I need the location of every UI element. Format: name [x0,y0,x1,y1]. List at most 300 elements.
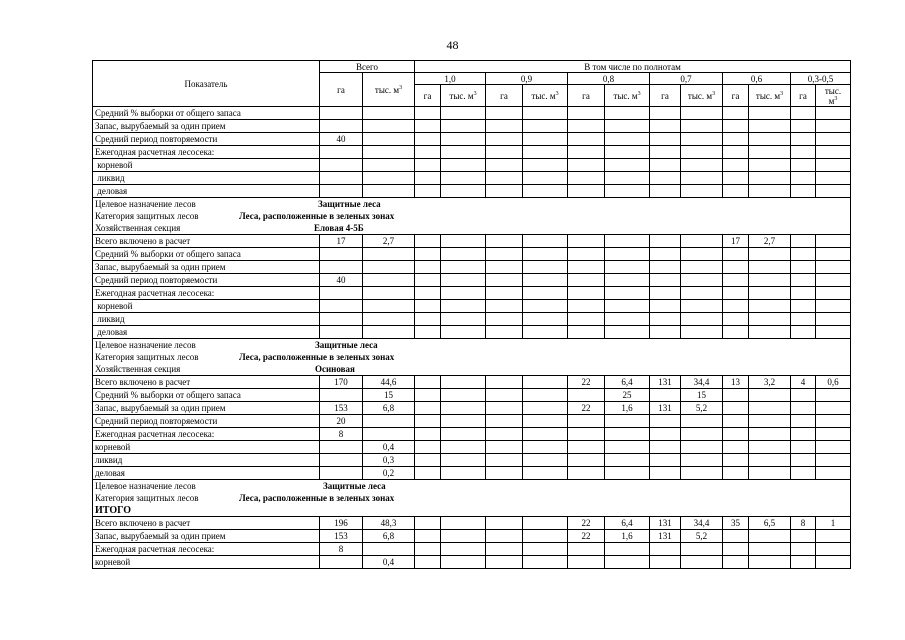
table-cell [523,326,568,339]
table-cell [363,107,415,120]
table-cell [816,235,851,248]
table-cell [650,159,681,172]
table-cell [486,107,523,120]
table-cell: 20 [320,415,363,428]
table-cell [363,543,415,556]
subheader-ga: га [791,85,816,107]
table-cell [650,120,681,133]
table-cell: 2,7 [363,235,415,248]
subheader-ga: га [486,85,523,107]
table-cell [441,120,486,133]
section-row [93,480,851,493]
table-cell [723,454,749,467]
header-density-6: 0,3-0,5 [791,73,851,85]
table-cell [415,274,441,287]
header-density-2: 0,9 [486,73,568,85]
table-cell: 22 [568,376,605,389]
table-cell [363,261,415,274]
table-row [93,248,851,261]
table-cell [363,133,415,146]
row-label: корневой [93,159,320,172]
row-label: ликвид [93,172,320,185]
table-cell [486,428,523,441]
table-cell [681,556,723,569]
table-cell [523,235,568,248]
row-label: Запас, вырубаемый за один прием [93,402,320,415]
table-cell: 17 [320,235,363,248]
table-row [93,146,851,159]
table-cell [568,133,605,146]
table-cell [523,120,568,133]
header-density-3: 0,8 [568,73,650,85]
table-cell: 22 [568,530,605,543]
table-row [93,389,851,402]
table-cell [723,543,749,556]
table-cell [320,556,363,569]
header-including: В том числе по полнотам [415,61,851,73]
table-cell [723,287,749,300]
table-cell: 15 [363,389,415,402]
table-cell [523,185,568,198]
table-cell [749,556,791,569]
table-cell [723,441,749,454]
header-density-1: 1,0 [415,73,486,85]
table-cell [650,300,681,313]
table-cell [415,556,441,569]
row-label: деловая [93,467,320,480]
row-label: ликвид [93,454,320,467]
table-cell [723,467,749,480]
table-cell: 3,2 [749,376,791,389]
section-label: Хозяйственная секция [95,364,181,374]
subheader-ga: га [650,85,681,107]
table-cell [681,261,723,274]
table-cell [523,441,568,454]
table-cell: 2,7 [749,235,791,248]
table-cell [441,389,486,402]
table-cell [523,261,568,274]
subheader-ga: га [568,85,605,107]
subheader-m3: тыс. $м^3$ [681,85,723,107]
table-cell [816,133,851,146]
table-cell [605,172,650,185]
row-label: корневой [93,441,320,454]
table-cell: 4 [791,376,816,389]
table-cell [441,261,486,274]
table-cell [415,376,441,389]
table-cell [791,172,816,185]
table-cell [791,326,816,339]
table-cell [441,107,486,120]
table-cell [320,172,363,185]
table-row [93,428,851,441]
table-cell [363,274,415,287]
row-label: Средний период повторяемости [93,274,320,287]
table-row [93,517,851,530]
table-cell [486,543,523,556]
table-cell: 6,4 [605,376,650,389]
table-cell [523,133,568,146]
table-cell: 40 [320,274,363,287]
table-cell: 34,4 [681,376,723,389]
subheader-m3: тыс. $м^3$ [816,85,851,107]
header-total-m3: тыс. $м^3$ [363,73,415,107]
subheader-m3: тыс. $м^3$ [523,85,568,107]
table-cell [681,543,723,556]
table-cell [816,428,851,441]
table-cell [816,146,851,159]
table-cell [749,428,791,441]
table-cell [816,107,851,120]
table-cell [441,287,486,300]
table-row [93,415,851,428]
table-cell: 25 [605,389,650,402]
table-cell [568,543,605,556]
table-cell [363,185,415,198]
table-row [93,326,851,339]
table-cell [441,159,486,172]
row-label: Всего включено в расчет [93,517,320,530]
table-cell [681,313,723,326]
table-cell: 6,8 [363,402,415,415]
table-cell [791,274,816,287]
table-row [93,107,851,120]
table-cell [441,146,486,159]
table-cell [723,248,749,261]
table-cell [320,120,363,133]
table-cell [605,415,650,428]
subheader-m3: тыс. $м^3$ [605,85,650,107]
table-cell [681,146,723,159]
section-row [93,198,851,211]
table-cell [486,172,523,185]
table-cell [486,389,523,402]
table-row [93,454,851,467]
table-cell [486,235,523,248]
table-cell: 1 [816,517,851,530]
table-cell [681,120,723,133]
table-cell [816,326,851,339]
table-cell [681,235,723,248]
table-cell [415,454,441,467]
row-label: Ежегодная расчетная лесосека: [93,146,320,159]
table-cell [650,467,681,480]
table-cell [791,402,816,415]
table-cell [415,402,441,415]
table-cell [486,402,523,415]
table-cell [816,248,851,261]
table-cell [816,313,851,326]
table-cell [791,159,816,172]
table-cell [441,415,486,428]
table-cell [523,376,568,389]
table-cell [486,376,523,389]
table-cell [568,107,605,120]
table-cell [816,274,851,287]
table-cell [523,543,568,556]
table-cell [568,454,605,467]
table-cell: 35 [723,517,749,530]
table-cell [791,287,816,300]
table-cell [363,248,415,261]
table-cell [363,313,415,326]
row-label: Средний % выборки от общего запаса [93,107,320,120]
table-cell [749,300,791,313]
table-cell [320,185,363,198]
table-cell [681,248,723,261]
table-cell: 6,5 [749,517,791,530]
table-row [93,185,851,198]
header-indicator: Показатель [93,61,320,107]
row-label: Ежегодная расчетная лесосека: [93,287,320,300]
table-cell [723,389,749,402]
row-label: Всего включено в расчет [93,376,320,389]
table-cell: 1,6 [605,530,650,543]
table-cell [486,441,523,454]
table-cell [816,467,851,480]
table-cell [605,326,650,339]
table-cell [650,133,681,146]
table-cell [650,313,681,326]
table-cell [650,235,681,248]
table-cell [441,556,486,569]
table-cell [523,415,568,428]
table-cell [816,530,851,543]
section-label: Категория защитных лесов [95,352,199,362]
table-cell [791,530,816,543]
table-cell: 170 [320,376,363,389]
table-cell [320,441,363,454]
table-cell [486,313,523,326]
table-cell [523,530,568,543]
table-cell: 0,2 [363,467,415,480]
table-cell [605,556,650,569]
table-cell [415,313,441,326]
table-cell [605,159,650,172]
row-label: Средний период повторяемости [93,133,320,146]
section-label: Целевое назначение лесов [95,199,196,209]
table-cell [816,441,851,454]
table-cell [523,248,568,261]
table-cell [320,313,363,326]
table-cell [650,543,681,556]
section-label: Целевое назначение лесов [95,481,196,491]
table-cell [415,120,441,133]
table-cell [650,556,681,569]
table-cell [486,159,523,172]
table-row [93,530,851,543]
section-label: Хозяйственная секция [95,223,181,233]
table-cell [605,261,650,274]
table-cell: 153 [320,530,363,543]
table-cell: 8 [320,543,363,556]
table-cell [605,120,650,133]
table-cell: 0,3 [363,454,415,467]
table-cell [816,543,851,556]
table-cell [415,248,441,261]
table-cell [723,428,749,441]
section-value: Осиновая [315,364,355,374]
table-cell [486,415,523,428]
table-cell [816,556,851,569]
table-cell [650,441,681,454]
table-cell [723,530,749,543]
table-cell [749,454,791,467]
table-cell [441,402,486,415]
table-cell [605,274,650,287]
table-cell [749,287,791,300]
table-cell: 40 [320,133,363,146]
forest-table [92,60,851,569]
section-value: Защитные леса [323,481,386,491]
table-row [93,402,851,415]
table-cell [486,248,523,261]
table-cell [816,261,851,274]
table-cell [320,326,363,339]
table-cell [441,454,486,467]
table-cell [816,159,851,172]
section-row [93,210,851,222]
table-cell [568,172,605,185]
table-cell [486,146,523,159]
table-cell [681,467,723,480]
subheader-m3: тыс. $м^3$ [441,85,486,107]
table-row [93,300,851,313]
table-cell: 8 [320,428,363,441]
table-cell [723,159,749,172]
table-cell [523,107,568,120]
table-cell: 44,6 [363,376,415,389]
table-cell [749,415,791,428]
table-cell [723,146,749,159]
table-cell [681,415,723,428]
page-number: 48 [446,38,459,52]
table-cell [816,185,851,198]
section-row [93,222,851,235]
table-cell [650,326,681,339]
table-cell [605,441,650,454]
table-cell [415,389,441,402]
table-cell [523,172,568,185]
table-cell [523,428,568,441]
section-value: Еловая 4-5Б [314,223,364,233]
table-cell [681,185,723,198]
row-label: деловая [93,185,320,198]
table-cell [568,235,605,248]
table-cell: 34,4 [681,517,723,530]
table-cell [320,146,363,159]
subheader-m3: тыс. $м^3$ [749,85,791,107]
table-cell [486,300,523,313]
table-cell [363,120,415,133]
table-cell [749,530,791,543]
table-cell [415,543,441,556]
table-cell [415,287,441,300]
table-cell [568,326,605,339]
row-label: Запас, вырубаемый за один прием [93,530,320,543]
table-cell [681,172,723,185]
table-cell [441,376,486,389]
table-cell: 6,4 [605,517,650,530]
table-cell [441,467,486,480]
table-cell [650,274,681,287]
table-cell [681,454,723,467]
table-cell [441,274,486,287]
table-cell [486,120,523,133]
table-cell [650,107,681,120]
table-cell [441,428,486,441]
row-label: деловая [93,326,320,339]
table-cell [791,120,816,133]
table-cell [749,313,791,326]
table-cell [791,415,816,428]
table-cell [723,300,749,313]
table-row [93,467,851,480]
row-label: Всего включено в расчет [93,235,320,248]
row-label: ликвид [93,313,320,326]
row-label: Запас, вырубаемый за один прием [93,261,320,274]
table-row [93,274,851,287]
table-cell [523,159,568,172]
table-cell: 5,2 [681,402,723,415]
table-cell [605,543,650,556]
table-cell [415,467,441,480]
table-cell [749,467,791,480]
table-cell [363,146,415,159]
row-label: Ежегодная расчетная лесосека: [93,428,320,441]
table-cell [363,415,415,428]
table-cell [568,261,605,274]
table-cell: 131 [650,376,681,389]
table-cell [650,415,681,428]
table-cell [568,287,605,300]
table-cell [650,248,681,261]
table-cell [415,261,441,274]
header-total: Всего [320,61,415,73]
table-cell: 17 [723,235,749,248]
table-cell [816,300,851,313]
table-cell [791,235,816,248]
table-cell [605,454,650,467]
table-cell [681,441,723,454]
table-cell: 131 [650,530,681,543]
table-cell [415,517,441,530]
table-cell [568,248,605,261]
table-cell [568,159,605,172]
table-cell [723,261,749,274]
table-cell [650,287,681,300]
table-cell [441,235,486,248]
section-value: Леса, расположенные в зеленых зонах [239,493,395,503]
table-cell [415,530,441,543]
table-cell [723,107,749,120]
table-cell: 0,4 [363,441,415,454]
table-cell [441,326,486,339]
table-cell [568,120,605,133]
table-cell [320,248,363,261]
table-cell [791,454,816,467]
subheader-ga: га [723,85,749,107]
header-density-5: 0,6 [723,73,791,85]
table-cell [723,402,749,415]
table-cell [523,517,568,530]
row-label: Запас, вырубаемый за один прием [93,120,320,133]
table-cell [320,467,363,480]
table-cell [523,274,568,287]
table-cell [605,313,650,326]
table-cell [415,185,441,198]
table-cell [415,235,441,248]
